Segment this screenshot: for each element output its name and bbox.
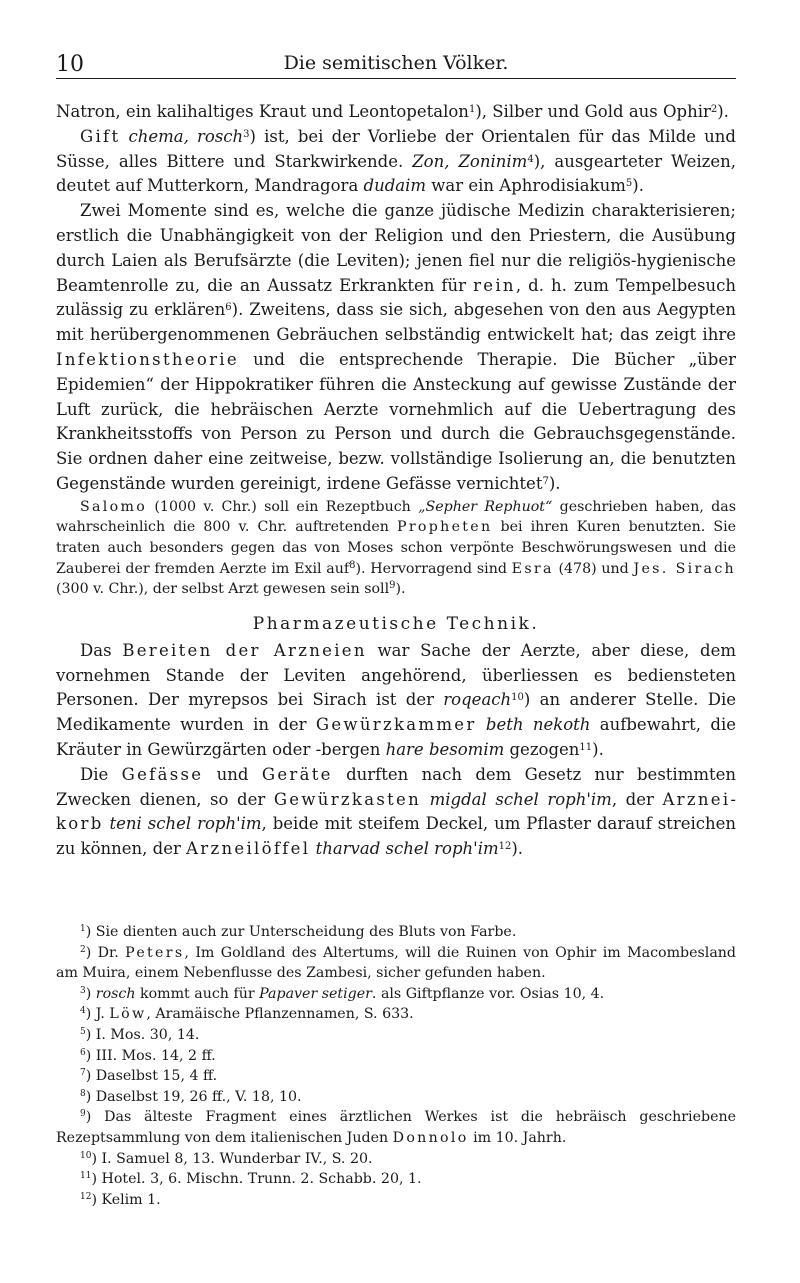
- footnote-item: [56, 922, 736, 943]
- italic-term: chema, rosch: [128, 126, 244, 146]
- italic-term: Zon, Zoninim: [412, 151, 528, 171]
- paragraph-1: [56, 100, 736, 125]
- italic-term: Papaver setiger: [259, 985, 372, 1002]
- italic-term: rosch: [95, 985, 136, 1002]
- footnote-ref: 12: [80, 1191, 92, 1202]
- paragraph-vessels: [56, 763, 736, 862]
- italic-term: tharvad schel roph'im: [315, 839, 499, 859]
- footnote-ref: 7: [80, 1068, 86, 1079]
- footnote-ref: 7: [542, 475, 549, 487]
- text-run: aufbewahrt, die Kräuter in Gewürzgärten oder -bergen: [56, 715, 736, 759]
- text-run: (1000 v. Chr.) soll ein Rezeptbuch: [147, 498, 419, 515]
- spaced-emphasis: Arzneikorb: [56, 789, 736, 834]
- text-run: gezogen: [504, 739, 580, 759]
- text-run: ) Hotel. 3, 6. Mischn. Trunn. 2. Schabb. 20, 1.: [91, 1171, 422, 1188]
- footnote-ref: 6: [225, 302, 232, 314]
- footnote-ref: 5: [80, 1026, 86, 1037]
- spaced-emphasis: Geräte: [261, 764, 333, 784]
- footnote-ref: 11: [80, 1171, 92, 1182]
- spaced-emphasis: Gewürzkasten: [273, 789, 422, 809]
- main-text: [56, 100, 736, 862]
- footnote-ref: 9: [80, 1109, 86, 1120]
- text-run: ).: [632, 176, 644, 196]
- text-run: ), ausgearteter Weizen, deutet auf Mutterkorn, Mandragora: [56, 151, 736, 196]
- footnote-item: [56, 1004, 736, 1025]
- text-run: ), Silber und Gold aus Ophir: [475, 102, 711, 121]
- text-run: geschrieben haben, das wahrscheinlich die 800 v. Chr. auftretenden: [56, 498, 736, 536]
- text-run: (478) und: [553, 560, 634, 577]
- spaced-emphasis: Esra: [511, 560, 554, 577]
- footnote-ref: 12: [498, 841, 512, 853]
- spaced-emphasis: Gift: [80, 126, 121, 146]
- footnote-item: [56, 1025, 736, 1046]
- text-run: , beide mit steifem Deckel, um Pflaster darauf streichen zu können, der: [56, 814, 737, 859]
- text-run: Das: [80, 640, 123, 660]
- text-run: ) J.: [85, 1006, 110, 1023]
- text-run: und: [203, 764, 262, 784]
- text-run: ).: [395, 581, 406, 598]
- text-run: ) ist, bei der Vorliebe der Orientalen für das Milde und Süsse, alles Bittere und Starkwirkende.: [56, 126, 736, 171]
- spaced-emphasis: Jes. Sirach: [633, 560, 736, 577]
- text-run: ) III. Mos. 14, 2 ff.: [85, 1047, 216, 1064]
- footnote-ref: 2: [710, 104, 718, 115]
- spaced-emphasis: Infektionstheorie: [56, 349, 239, 369]
- footnote-ref: 4: [80, 1006, 86, 1017]
- paragraph-two-moments: [56, 199, 736, 497]
- italic-term: roqeach: [443, 690, 512, 710]
- italic-term: teni schel roph'im: [109, 814, 262, 834]
- spaced-emphasis: Salomo: [80, 498, 148, 515]
- footnote-item: [56, 1046, 736, 1067]
- spaced-emphasis: Löw: [109, 1006, 147, 1023]
- text-run: , d. h. zum Tempelbesuch zulässig zu erklären: [56, 275, 736, 320]
- footnote-ref: 1: [80, 924, 86, 934]
- text-run: war ein Aphrodisiakum: [426, 176, 626, 196]
- footnote-item: [56, 1149, 736, 1170]
- spaced-emphasis: Arzneilöffel: [186, 839, 311, 859]
- text-run: ).: [717, 102, 729, 121]
- footnote-ref: 11: [579, 741, 593, 753]
- footnote-item: [56, 984, 736, 1005]
- text-run: kommt auch für: [135, 985, 260, 1002]
- text-run: ) an anderer Stelle. Die Medikamente wurden in der: [56, 690, 736, 735]
- footnote-ref: 2: [80, 944, 86, 955]
- text-run: im 10. Jahrh.: [468, 1129, 567, 1146]
- footnote-ref: 1: [468, 104, 476, 115]
- text-run: ) Sie dienten auch zur Unterscheidung des Bluts von Farbe.: [85, 924, 517, 940]
- text-run: [421, 790, 430, 809]
- text-run: [477, 715, 486, 734]
- text-run: Die: [80, 764, 122, 784]
- text-run: ).: [548, 473, 561, 493]
- text-run: war Sache der Aerzte, aber diese, dem vornehmen Stande der Leviten angehörend, überliessen es bediensteten Personen. Der myrepsos bei Sirach ist der: [56, 640, 736, 710]
- page-number: 10: [56, 52, 84, 77]
- italic-term: hare besomim: [385, 739, 505, 759]
- footnote-ref: 10: [80, 1150, 92, 1161]
- text-run: (300 v. Chr.), der selbst Arzt gewesen sein soll: [56, 581, 390, 598]
- text-run: ).: [511, 839, 524, 859]
- text-run: ) I. Mos. 30, 14.: [85, 1026, 200, 1043]
- spaced-emphasis: Peters: [125, 944, 185, 961]
- text-run: durften nach dem Gesetz nur bestimmten Zwecken dienen, so der: [56, 764, 737, 809]
- spaced-emphasis: rein: [473, 275, 516, 295]
- text-run: . als Giftpflanze vor. Osias 10, 4.: [371, 985, 605, 1002]
- paragraph-preparation: [56, 639, 736, 763]
- text-run: , der: [611, 789, 663, 809]
- footnote-item: [56, 1169, 736, 1190]
- footnote-item: [56, 1087, 736, 1108]
- text-run: und die entsprechende Therapie. Die Bücher „über Epidemien“ der Hippokratiker führen die Ansteckung auf gewisse Zustände der Luft zurück, die hebräischen Aerzte vornehmlich auf die Uebertragung des Krankheitsstoffs von Person zu Person und durch die Gebrauchsgegenstände. Sie ordnen daher eine zeitweise, bezw. vollständige Isolierung an, die benutzten Gegenstände wurden gereinigt, irdene Gefässe vernichtet: [56, 349, 736, 493]
- text-run: ) Daselbst 19, 26 ff., V. 18, 10.: [85, 1088, 302, 1105]
- footnote-item: [56, 1190, 736, 1211]
- footnote-ref: 5: [625, 178, 633, 190]
- footnote-ref: 6: [80, 1047, 86, 1058]
- footnote-ref: 3: [80, 985, 86, 996]
- text-run: ) Kelim 1.: [91, 1191, 161, 1208]
- text-run: Natron, ein kalihaltiges Kraut und Leontopetalon: [56, 102, 469, 121]
- text-run: ) Dr.: [85, 944, 126, 961]
- text-run: ) I. Samuel 8, 13. Wunderbar IV., S. 20.: [91, 1150, 373, 1167]
- italic-term: dudaim: [363, 176, 427, 196]
- running-title: Die semitischen Völker.: [283, 52, 509, 74]
- spaced-emphasis: Propheten: [396, 519, 493, 536]
- text-run: , Aramäische Pflanzennamen, S. 633.: [146, 1006, 414, 1023]
- spaced-emphasis: Donnolo: [392, 1129, 469, 1146]
- text-run: bei ihren Kuren benutzten. Sie traten auch besonders gegen das von Moses schon verpönte Beschwörungswesen und die Zauberei der fremden Aerzte im Exil auf: [56, 519, 736, 577]
- footnote-ref: 4: [527, 153, 534, 165]
- footnote-ref: 10: [511, 692, 524, 704]
- italic-term: beth nekoth: [485, 715, 591, 735]
- italic-term: migdal schel roph'im: [429, 789, 612, 809]
- text-run: ) Daselbst 15, 4 ff.: [85, 1068, 218, 1085]
- text-run: [120, 127, 128, 146]
- footnote-item: [56, 1066, 736, 1087]
- text-run: , Im Goldland des Altertums, will die Ruinen von Ophir im Macombesland am Muira, einem Nebenflusse des Zambesi, sicher gefunden haben.: [56, 944, 736, 982]
- text-run: Zwei Momente sind es, welche die ganze jüdische Medizin charakterisieren; erstlich die Unabhängigkeit von der Religion und den Priestern, die Ausübung durch Laien als Berufsärzte (die Leviten); jenen fiel nur die religiös-hygienische Beamtenrolle zu, die an Aussatz Erkrankten für: [56, 201, 736, 295]
- footnote-ref: 8: [349, 559, 356, 571]
- spaced-emphasis: Gefässe: [121, 764, 204, 784]
- footnote-ref: 9: [389, 580, 396, 592]
- text-run: ).: [592, 739, 604, 759]
- running-header: [56, 50, 736, 79]
- paragraph-salomo: [56, 497, 736, 600]
- text-run: ): [85, 985, 96, 1002]
- footnote-item: [56, 1107, 736, 1148]
- paragraph-gift: [56, 125, 736, 199]
- text-run: ). Hervorragend sind: [355, 560, 512, 577]
- footnotes: [56, 922, 736, 1210]
- text-run: ) Das älteste Fragment eines ärztlichen Werkes ist die hebräisch geschriebene Rezeptsammlung von dem italienischen Juden: [56, 1109, 736, 1146]
- footnote-ref: 3: [243, 128, 250, 140]
- spaced-emphasis: Bereiten der Arzneien: [122, 640, 367, 660]
- spaced-emphasis: Gewürzkammer: [315, 715, 477, 735]
- footnote-ref: 8: [80, 1088, 86, 1099]
- italic-term: „Sepher Rephuot“: [418, 498, 553, 515]
- footnote-item: [56, 943, 736, 984]
- section-heading: Pharmazeutische Technik.: [252, 613, 540, 634]
- text-run: ). Zweitens, dass sie sich, abgesehen von den aus Aegypten mit herübergenommenen Gebräuchen selbständig entwickelt hat; das zeigt ihre: [56, 300, 737, 345]
